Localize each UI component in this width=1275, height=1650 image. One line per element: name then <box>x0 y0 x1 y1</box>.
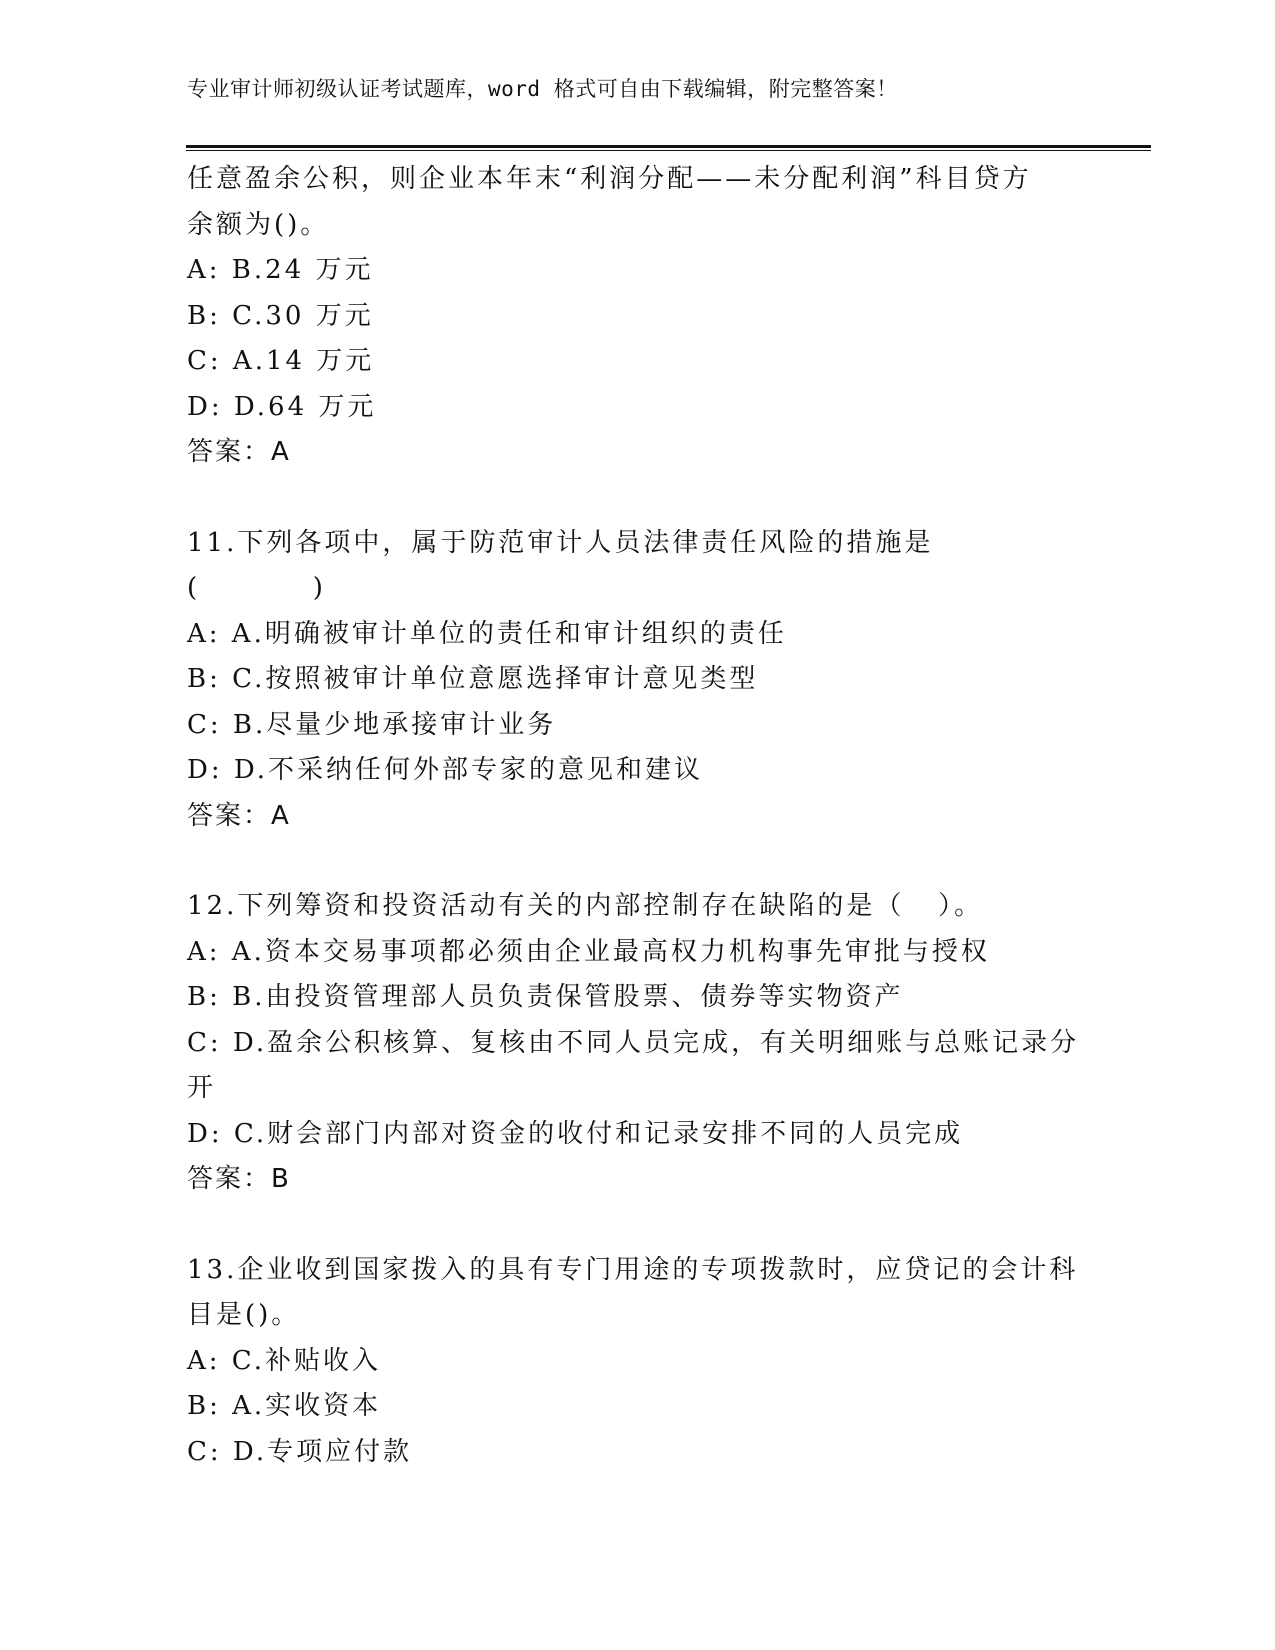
option-d: D: C.财会部门内部对资金的收付和记录安排不同的人员完成 <box>187 1118 964 1149</box>
answer: 答案：A <box>187 800 291 831</box>
option-c: C: D.盈余公积核算、复核由不同人员完成，有关明细账与总账记录分 <box>187 1027 1080 1058</box>
question-list <box>187 157 1107 1475</box>
option-c: C: D.专项应付款 <box>187 1436 413 1467</box>
question-stem: 任意盈余公积，则企业本年末“利润分配——未分配利润”科目贷方 <box>187 164 1032 194</box>
option-d: D: D.不采纳任何外部专家的意见和建议 <box>187 755 704 785</box>
option-a: A: A.明确被审计单位的责任和审计组织的责任 <box>187 618 787 649</box>
answer: 答案：A <box>187 437 291 467</box>
question-stem: 12.下列筹资和投资活动有关的内部控制存在缺陷的是（ ）。 <box>187 891 984 921</box>
spacer <box>187 476 1107 521</box>
question-11 <box>187 521 1107 840</box>
question-12 <box>187 884 1107 1203</box>
question-10 <box>187 157 1107 476</box>
option-b: B: C.按照被审计单位意愿选择审计意见类型 <box>187 664 759 694</box>
option-a: A: B.24 万元 <box>187 255 374 285</box>
spacer <box>187 1203 1107 1248</box>
question-stem: 余额为()。 <box>187 209 330 240</box>
header-rule-thick <box>186 145 1151 148</box>
option-c: C: B.尽量少地承接审计业务 <box>187 709 557 740</box>
option-b: B: A.实收资本 <box>187 1391 382 1421</box>
question-stem: 11.下列各项中，属于防范审计人员法律责任风险的措施是 <box>187 527 934 558</box>
question-stem: 目是()。 <box>187 1300 301 1330</box>
question-13 <box>187 1248 1107 1476</box>
option-b: B: C.30 万元 <box>187 300 374 331</box>
question-stem: 13.企业收到国家拨入的具有专门用途的专项拨款时，应贷记的会计科 <box>187 1254 1079 1285</box>
option-a: A: C.补贴收入 <box>187 1345 382 1376</box>
option-c-continued: 开 <box>187 1073 217 1103</box>
spacer <box>187 839 1107 884</box>
option-b: B: B.由投资管理部人员负责保管股票、债券等实物资产 <box>187 982 904 1012</box>
answer: 答案：B <box>187 1164 291 1194</box>
question-stem: ( ) <box>187 573 326 603</box>
option-a: A: A.资本交易事项都必须由企业最高权力机构事先审批与授权 <box>187 936 990 967</box>
option-c: C: A.14 万元 <box>187 346 375 376</box>
option-d: D: D.64 万元 <box>187 391 377 422</box>
header-rule-thin <box>186 150 1151 151</box>
page-header: 专业审计师初级认证考试题库，word 格式可自由下载编辑，附完整答案！ <box>187 77 898 101</box>
